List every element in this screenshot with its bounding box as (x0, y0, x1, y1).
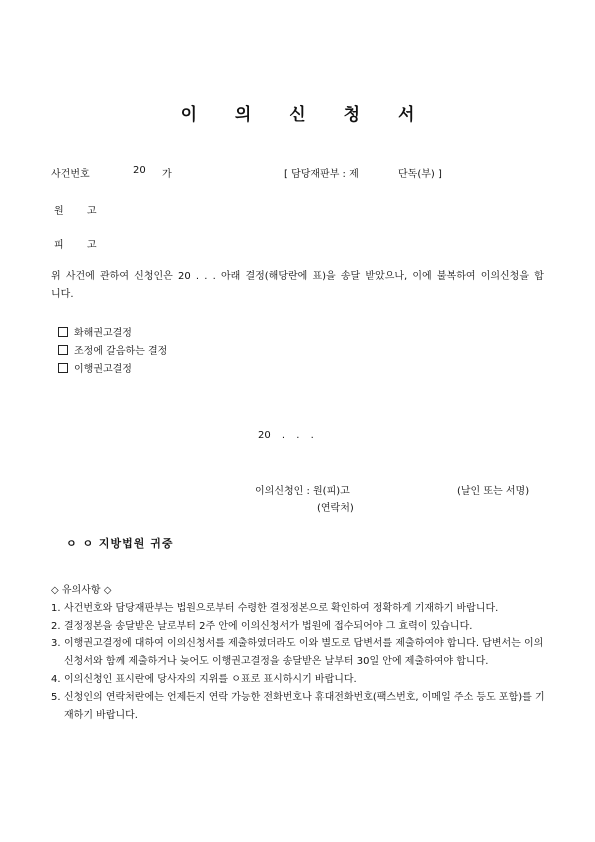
plaintiff-label: 원 고 (54, 206, 107, 217)
note-item (51, 635, 551, 671)
note-number: 1. (51, 602, 61, 614)
decision-option[interactable] (58, 342, 167, 357)
contact-label: (연락처) (317, 503, 354, 514)
checkbox-icon[interactable] (58, 327, 68, 337)
note-item (51, 618, 551, 636)
statement-text: 위 사건에 관하여 신청인은 20 . . . 아래 결정(해당란에 표)을 송달 받았으나, 이에 불복하여 이의신청을 합니다. (51, 271, 544, 300)
note-item (51, 600, 551, 618)
note-text: 결정정본을 송달받은 날로부터 2주 안에 이의신청서가 법원에 접수되어야 그 효력이 있습니다. (64, 620, 473, 632)
court-name: ㅇ ㅇ 지방법원 귀중 (66, 537, 174, 550)
decision-option[interactable] (58, 324, 132, 339)
case-number-label: 사건번호 (51, 169, 90, 180)
note-text: 신청인의 연락처란에는 언제든지 연락 가능한 전화번호나 휴대전화번호(팩스번호, 이메일 주소 등도 포함)를 기재하기 바랍니다. (64, 691, 545, 721)
note-text: 이행권고결정에 대하여 이의신청서를 제출하였더라도 이와 별도로 답변서를 제출하여야 합니다. 답변서는 이의신청서와 함께 제출하거나 늦어도 이행권고결정을 송달받은 날부터 30일 안에 제출하여야 합니다. (64, 638, 544, 668)
department-prefix: [ 담당재판부 : 제 (284, 169, 359, 180)
defendant-label: 피 고 (54, 240, 107, 251)
seal-note: (날인 또는 서명) (457, 486, 530, 497)
notes-heading: ◇ 유의사항 ◇ (51, 585, 112, 596)
document-title: 이 의 신 청 서 (180, 105, 431, 125)
decision-label: 조정에 갈음하는 결정 (74, 346, 168, 357)
decision-label: 이행권고결정 (74, 364, 132, 375)
case-type: 가 (162, 169, 172, 180)
note-item (51, 671, 551, 689)
note-number: 2. (51, 620, 61, 632)
case-year: 20 (133, 165, 146, 176)
decision-option[interactable] (58, 360, 132, 375)
checkbox-icon[interactable] (58, 345, 68, 355)
note-item (51, 689, 551, 725)
decision-label: 화해권고결정 (74, 328, 132, 339)
note-number: 3. (51, 638, 61, 650)
department-suffix: 단독(부) ] (398, 169, 442, 180)
note-text: 이의신청인 표시란에 당사자의 지위를 ㅇ표로 표시하시기 바랍니다. (64, 673, 357, 685)
checkbox-icon[interactable] (58, 363, 68, 373)
application-date: 20 . . . (258, 430, 314, 441)
notes-section (51, 582, 551, 724)
note-number: 5. (51, 691, 61, 703)
note-number: 4. (51, 673, 61, 685)
note-text: 사건번호와 담당재판부는 법원으로부터 수령한 결정정본으로 확인하여 정확하게 기재하기 바랍니다. (64, 602, 499, 614)
applicant-label: 이의신청인 : 원(피)고 (255, 486, 350, 497)
